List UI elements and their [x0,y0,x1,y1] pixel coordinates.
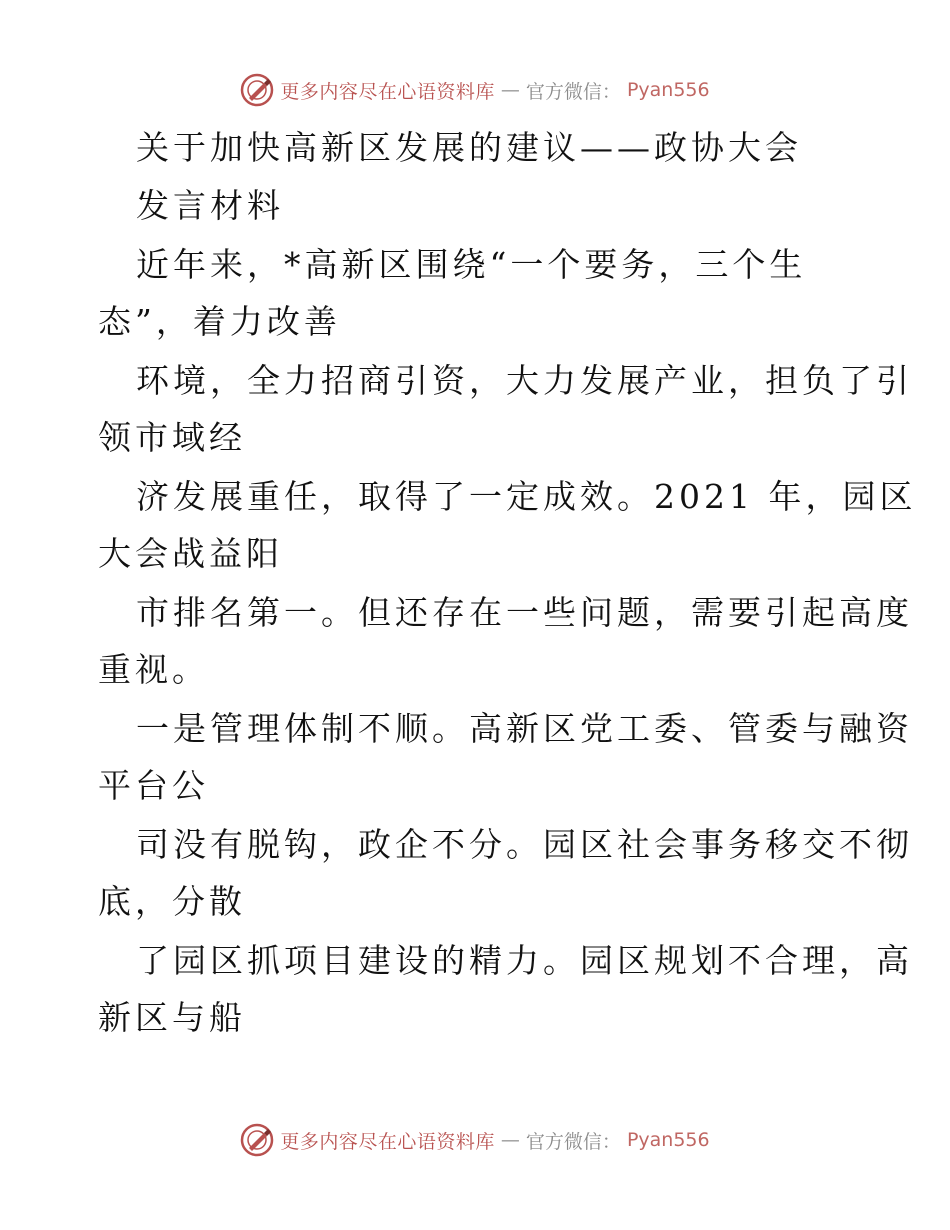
watermark-separator: — [500,79,520,101]
text-line: 平台公 [98,766,209,805]
watermark-wechat-id: Pyan556 [626,1129,710,1151]
watermark-wechat-id: Pyan556 [626,79,710,101]
pen-logo-icon [240,1123,274,1157]
text-line: 领市域经 [98,418,246,457]
text-line: 司没有脱钩，政企不分。园区社会事务移交不彻 [136,825,913,864]
text-line: 大会战益阳 [98,534,283,573]
text-line: 新区与船 [98,998,246,1037]
text-line: 环境，全力招商引资，大力发展产业，担负了引 [136,361,913,400]
watermark-separator: — [500,1129,520,1151]
document-title-continued: 发言材料 [136,186,284,225]
watermark-text: 更多内容尽在心语资料库 [280,1130,495,1153]
text-line: 市排名第一。但还存在一些问题，需要引起高度 [136,593,913,632]
footer-watermark [0,1120,950,1160]
text-line: 底，分散 [98,882,246,921]
text-line: 近年来，*高新区围绕“一个要务，三个生 [136,245,807,284]
text-line: 了园区抓项目建设的精力。园区规划不合理，高 [136,941,913,980]
text-line: 态”，着力改善 [98,302,341,341]
watermark-text: 更多内容尽在心语资料库 [280,80,495,103]
pen-logo-icon [240,73,274,107]
text-line: 重视。 [98,650,209,689]
watermark-wechat-label: 官方微信： [525,80,621,103]
text-line: 一是管理体制不顺。高新区党工委、管委与融资 [136,709,913,748]
watermark-wechat-label: 官方微信： [525,1130,621,1153]
header-watermark [0,70,950,110]
text-line: 济发展重任，取得了一定成效。2021 年，园区 [136,477,917,516]
document-title: 关于加快高新区发展的建议——政协大会 [136,128,802,167]
